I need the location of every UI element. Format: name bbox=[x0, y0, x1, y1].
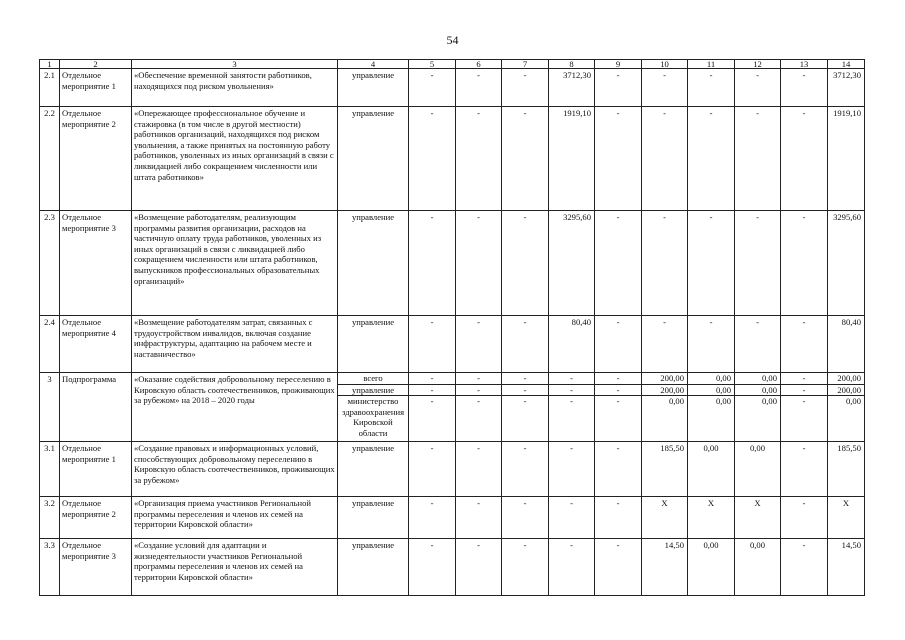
value-cell: 0,00 bbox=[735, 373, 780, 385]
value-cell: - bbox=[781, 373, 827, 385]
value-cell: - bbox=[523, 396, 527, 406]
value-cell: - bbox=[502, 385, 548, 397]
value-cell: 3295,60 bbox=[828, 211, 865, 316]
activity-type: Отдельное мероприятие 2 bbox=[60, 107, 132, 211]
value-cell: - bbox=[456, 211, 502, 316]
value-cell: - bbox=[456, 385, 501, 397]
column-header: 8 bbox=[549, 60, 595, 69]
value-cell-group bbox=[735, 373, 781, 442]
table-row bbox=[40, 442, 865, 497]
activity-type: Отдельное мероприятие 3 bbox=[60, 211, 132, 316]
value-cell: - bbox=[735, 107, 781, 211]
value-cell: 0,00 bbox=[761, 396, 777, 406]
value-cell: - bbox=[802, 396, 806, 406]
value-cell: - bbox=[595, 373, 641, 385]
value-cell: - bbox=[595, 539, 642, 596]
value-cell: - bbox=[502, 373, 548, 385]
activity-type: Подпрограмма bbox=[60, 373, 132, 442]
value-cell: 1919,10 bbox=[828, 107, 865, 211]
value-cell: - bbox=[502, 211, 549, 316]
value-cell-group bbox=[642, 373, 688, 442]
responsible-executor: управление bbox=[338, 316, 409, 373]
value-cell: 0,00 bbox=[668, 396, 684, 406]
value-cell: - bbox=[595, 385, 641, 397]
table-row bbox=[40, 211, 865, 316]
responsible-executor: управление bbox=[338, 539, 409, 596]
value-cell-group bbox=[549, 373, 595, 442]
column-header: 7 bbox=[502, 60, 549, 69]
column-header: 10 bbox=[642, 60, 688, 69]
row-number: 2.3 bbox=[40, 211, 60, 316]
value-cell-group bbox=[781, 373, 828, 442]
responsible-executor: управление bbox=[338, 211, 409, 316]
column-header: 12 bbox=[735, 60, 781, 69]
activity-name: «Возмещение работодателям затрат, связанных с трудоустройством инвалидов, включая создание инфраструктуры, адаптацию на рабочем месте и наставничество» bbox=[132, 316, 338, 373]
value-cell: - bbox=[781, 442, 828, 497]
value-cell-group bbox=[688, 373, 735, 442]
activity-name: «Оказание содействия добровольному переселению в Кировскую область соотечественников, проживающих за рубежом» на 2018 – 2020 годы bbox=[132, 373, 338, 442]
value-cell: X bbox=[828, 497, 865, 539]
value-cell: 0,00 bbox=[735, 385, 780, 397]
row-number: 3.1 bbox=[40, 442, 60, 497]
responsible-executor: управление bbox=[338, 442, 409, 497]
table-row bbox=[40, 539, 865, 596]
value-cell-group bbox=[595, 373, 642, 442]
value-cell: - bbox=[688, 107, 735, 211]
value-cell: - bbox=[502, 539, 549, 596]
value-cell: - bbox=[595, 69, 642, 107]
value-cell: - bbox=[409, 373, 455, 385]
value-cell: - bbox=[781, 69, 828, 107]
value-cell: - bbox=[595, 107, 642, 211]
value-cell: 0,00 bbox=[688, 373, 734, 385]
column-header: 14 bbox=[828, 60, 865, 69]
value-cell: 3712,30 bbox=[549, 69, 595, 107]
value-cell: 200,00 bbox=[828, 373, 864, 385]
column-header: 1 bbox=[40, 60, 60, 69]
value-cell: 1919,10 bbox=[549, 107, 595, 211]
row-number: 2.1 bbox=[40, 69, 60, 107]
responsible-executor-group bbox=[338, 373, 409, 442]
activity-name: «Обеспечение временной занятости работников, находящихся под риском увольнения» bbox=[132, 69, 338, 107]
value-cell: - bbox=[688, 316, 735, 373]
table-row bbox=[40, 107, 865, 211]
value-cell: - bbox=[688, 69, 735, 107]
value-cell: - bbox=[642, 211, 688, 316]
page-number: 54 bbox=[446, 33, 459, 47]
table-row bbox=[40, 373, 865, 442]
value-cell: X bbox=[735, 497, 781, 539]
value-cell: - bbox=[409, 211, 456, 316]
value-cell: 185,50 bbox=[828, 442, 865, 497]
value-cell: 200,00 bbox=[642, 373, 687, 385]
value-cell: - bbox=[549, 497, 595, 539]
value-cell: - bbox=[502, 316, 549, 373]
column-header: 13 bbox=[781, 60, 828, 69]
row-number: 3 bbox=[40, 373, 60, 442]
value-cell: - bbox=[595, 442, 642, 497]
activity-type: Отдельное мероприятие 1 bbox=[60, 69, 132, 107]
column-header: 2 bbox=[60, 60, 132, 69]
value-cell: - bbox=[781, 316, 828, 373]
column-header: 11 bbox=[688, 60, 735, 69]
activity-name: «Организация приема участников Региональной программы переселения и членов их семей на территории Кировской области» bbox=[132, 497, 338, 539]
value-cell: X bbox=[642, 497, 688, 539]
value-cell: - bbox=[456, 442, 502, 497]
responsible-executor: управление bbox=[338, 69, 409, 107]
value-cell: - bbox=[549, 539, 595, 596]
program-table bbox=[39, 59, 865, 596]
value-cell: 200,00 bbox=[642, 385, 687, 397]
value-cell: - bbox=[456, 316, 502, 373]
value-cell: - bbox=[502, 69, 549, 107]
value-cell: 3712,30 bbox=[828, 69, 865, 107]
value-cell: - bbox=[409, 385, 455, 397]
value-cell: - bbox=[502, 442, 549, 497]
value-cell-group bbox=[409, 373, 456, 442]
value-cell: - bbox=[616, 396, 620, 406]
value-cell: - bbox=[477, 396, 480, 406]
row-number: 3.2 bbox=[40, 497, 60, 539]
value-cell: - bbox=[549, 385, 594, 397]
value-cell: - bbox=[595, 316, 642, 373]
table-row bbox=[40, 316, 865, 373]
value-cell: 3295,60 bbox=[549, 211, 595, 316]
activity-type: Отдельное мероприятие 1 bbox=[60, 442, 132, 497]
value-cell-group bbox=[828, 373, 865, 442]
responsible-executor: управление bbox=[338, 385, 408, 397]
value-cell-group bbox=[456, 373, 502, 442]
value-cell: - bbox=[409, 107, 456, 211]
value-cell: - bbox=[409, 539, 456, 596]
table-row bbox=[40, 497, 865, 539]
value-cell: - bbox=[570, 396, 573, 406]
activity-type: Отдельное мероприятие 4 bbox=[60, 316, 132, 373]
value-cell: 80,40 bbox=[828, 316, 865, 373]
value-cell: 0,00 bbox=[688, 539, 735, 596]
value-cell: 80,40 bbox=[549, 316, 595, 373]
value-cell: - bbox=[456, 107, 502, 211]
value-cell: - bbox=[735, 211, 781, 316]
responsible-executor: управление bbox=[338, 107, 409, 211]
column-header: 5 bbox=[409, 60, 456, 69]
value-cell: - bbox=[502, 497, 549, 539]
value-cell: - bbox=[409, 316, 456, 373]
activity-name: «Возмещение работодателям, реализующим программы развития организации, расходов на частичную оплату труда работников, уволенных из иных организаций в связи с ликвидацией либо сокращением численности или штата работников, выпускников профессиональных образовательных организаций» bbox=[132, 211, 338, 316]
value-cell: - bbox=[781, 497, 828, 539]
value-cell: 200,00 bbox=[828, 385, 864, 397]
activity-type: Отдельное мероприятие 2 bbox=[60, 497, 132, 539]
value-cell: - bbox=[595, 211, 642, 316]
activity-name: «Создание правовых и информационных условий, способствующих добровольному переселению в Кировскую область соотечественников, проживающих за рубежом» bbox=[132, 442, 338, 497]
value-cell: - bbox=[642, 69, 688, 107]
column-header: 9 bbox=[595, 60, 642, 69]
column-header: 6 bbox=[456, 60, 502, 69]
activity-type: Отдельное мероприятие 3 bbox=[60, 539, 132, 596]
column-header: 4 bbox=[338, 60, 409, 69]
activity-name: «Опережающее профессиональное обучение и стажировка (в том числе в другой местности) работников организаций, находящихся под риском увольнения, а также принятых на постоянную работу работников, уволенных из иных организаций в связи с ликвидацией либо сокращением численности или штата работников» bbox=[132, 107, 338, 211]
value-cell: - bbox=[409, 69, 456, 107]
value-cell: 0,00 bbox=[735, 442, 781, 497]
value-cell: - bbox=[642, 316, 688, 373]
value-cell: - bbox=[502, 107, 549, 211]
table-body bbox=[40, 69, 865, 596]
value-cell: - bbox=[781, 539, 828, 596]
value-cell: 0,00 bbox=[688, 385, 734, 397]
value-cell: - bbox=[409, 442, 456, 497]
value-cell: X bbox=[688, 497, 735, 539]
value-cell: - bbox=[430, 396, 434, 406]
value-cell: - bbox=[735, 316, 781, 373]
value-cell: - bbox=[456, 69, 502, 107]
responsible-executor: всего bbox=[338, 373, 408, 385]
value-cell: 0,00 bbox=[735, 539, 781, 596]
value-cell: - bbox=[781, 107, 828, 211]
value-cell: - bbox=[409, 497, 456, 539]
value-cell: - bbox=[456, 497, 502, 539]
row-number: 3.3 bbox=[40, 539, 60, 596]
value-cell: - bbox=[456, 539, 502, 596]
value-cell: - bbox=[688, 211, 735, 316]
value-cell: - bbox=[549, 373, 594, 385]
value-cell: 14,50 bbox=[642, 539, 688, 596]
activity-name: «Создание условий для адаптации и жизнедеятельности участников Региональной программы переселения и членов их семей на территории Кировской области» bbox=[132, 539, 338, 596]
row-number: 2.4 bbox=[40, 316, 60, 373]
value-cell: 0,00 bbox=[845, 396, 861, 406]
value-cell: 185,50 bbox=[642, 442, 688, 497]
responsible-executor: министерство здравоохранения Кировской области bbox=[341, 396, 405, 438]
value-cell: - bbox=[595, 497, 642, 539]
value-cell: - bbox=[549, 442, 595, 497]
column-number-row bbox=[40, 60, 865, 69]
value-cell: - bbox=[456, 373, 501, 385]
value-cell: 0,00 bbox=[688, 442, 735, 497]
value-cell: - bbox=[781, 385, 827, 397]
responsible-executor: управление bbox=[338, 497, 409, 539]
value-cell: - bbox=[642, 107, 688, 211]
value-cell: 0,00 bbox=[715, 396, 731, 406]
row-number: 2.2 bbox=[40, 107, 60, 211]
column-header: 3 bbox=[132, 60, 338, 69]
table-row bbox=[40, 69, 865, 107]
value-cell: 14,50 bbox=[828, 539, 865, 596]
value-cell-group bbox=[502, 373, 549, 442]
value-cell: - bbox=[781, 211, 828, 316]
value-cell: - bbox=[735, 69, 781, 107]
